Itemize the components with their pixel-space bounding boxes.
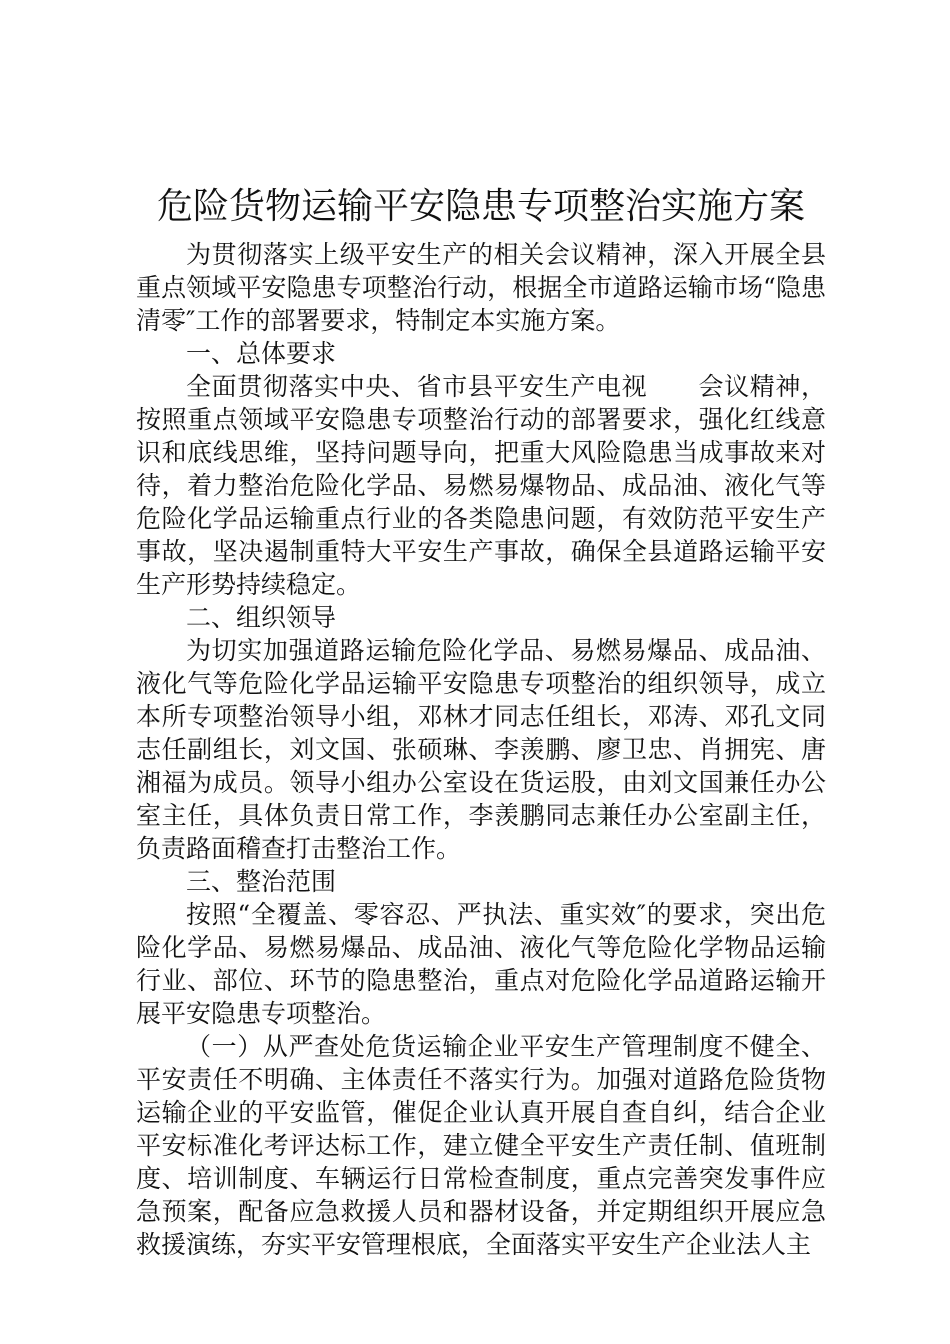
organization-paragraph: 为切实加强道路运输危险化学品、易燃易爆品、成品油、液化气等危险化学品运输平安隐患专项整治的组织领导，成立本所专项整治领导小组，邓林才同志任组长，邓涛、邓孔文同志任副组长，刘文国、张硕琳、李羡鹏、廖卫忠、肖拥宪、唐湘福为成员。领导小组办公室设在货运股，由刘文国兼任办公室主任，具体负责日常工作，李羡鹏同志兼任办公室副主任，负责路面稽查打击整治工作。: [136, 636, 826, 863]
section-heading-scope: 三、整治范围: [186, 867, 337, 896]
general-requirements-paragraph: 全面贯彻落实中央、省市县平安生产电视 会议精神，按照重点领域平安隐患专项整治行动的部署要求，强化红线意识和底线思维，坚持问题导向，把重大风险隐患当成事故来对待，着力整治危险化学品、易燃易爆物品、成品油、液化气等危险化学品运输重点行业的各类隐患问题，有效防范平安生产事故，坚决遏制重特大平安生产事故，确保全县道路运输平安生产形势持续稳定。: [136, 372, 826, 599]
section-heading-organization: 二、组织领导: [186, 603, 337, 632]
scope-item-1-paragraph: （一）从严查处危货运输企业平安生产管理制度不健全、平安责任不明确、主体责任不落实行为。加强对道路危险货物运输企业的平安监管，催促企业认真开展自查自纠，结合企业平安标准化考评达标工作，建立健全平安生产责任制、值班制度、培训制度、车辆运行日常检查制度，重点完善突发事件应急预案，配备应急救援人员和器材设备，并定期组织开展应急救援演练，夯实平安管理根底，全面落实平安生产企业法人主: [136, 1032, 826, 1259]
section-heading-general-requirements: 一、总体要求: [186, 339, 337, 368]
scope-paragraph: 按照“全覆盖、零容忍、严执法、重实效″的要求，突出危险化学品、易燃易爆品、成品油、液化气等危险化学物品运输行业、部位、环节的隐患整治，重点对危险化学品道路运输开展平安隐患专项整治。: [136, 900, 826, 1028]
document-title: 危险货物运输平安隐患专项整治实施方案: [156, 186, 805, 227]
intro-paragraph: 为贯彻落实上级平安生产的相关会议精神，深入开展全县重点领域平安隐患专项整治行动，根据全市道路运输市场“隐患清零″工作的部署要求，特制定本实施方案。: [136, 240, 826, 335]
document-page: [136, 180, 826, 1261]
